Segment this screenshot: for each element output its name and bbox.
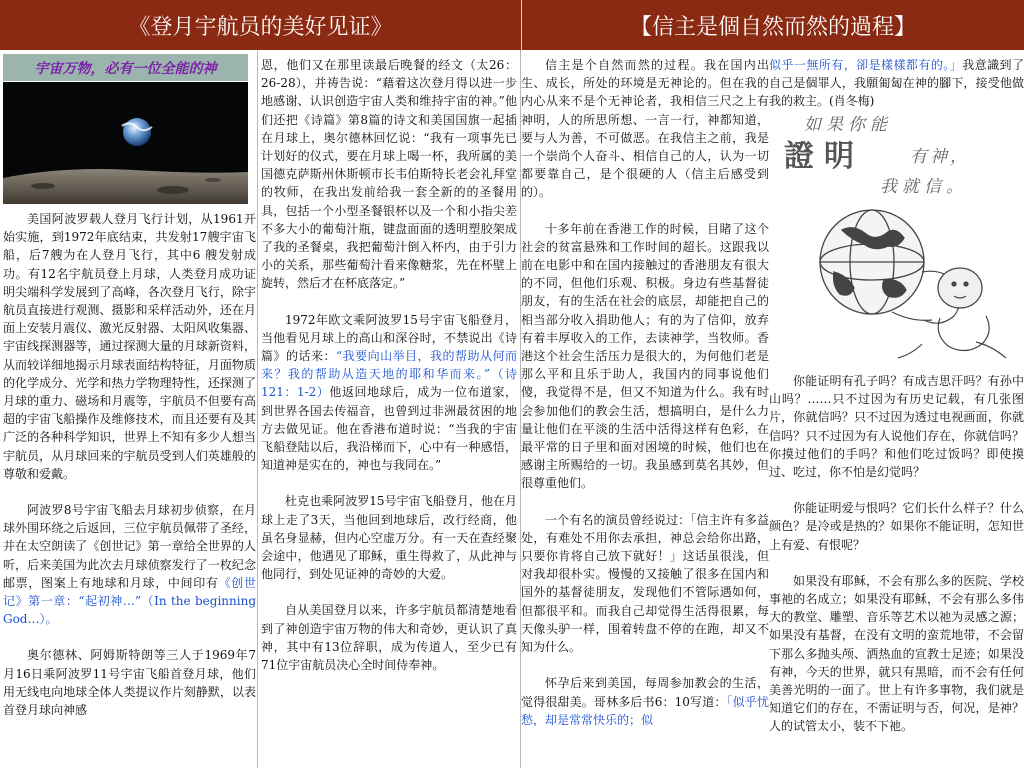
paragraph-text: 怀孕后来到美国，每周参加教会的生活，觉得很甜美。哥林多后书6：10写道： xyxy=(521,676,769,709)
globe-icon xyxy=(820,210,924,314)
paragraph: 奥尔德林、阿姆斯特朗等三人于1969年7月16日乘阿波罗11号宇宙飞船首登月球，他们用无线电向地球全体人类提议作片刻静默，以表首登月球向神感 xyxy=(3,648,256,718)
sketch-text-line1: 如果你能 xyxy=(804,115,892,135)
paragraph: 美国阿波罗载人登月飞行计划，从1961开始实施，到1972年底结束，共发射17艘宇宙飞船，后7艘为在人登月飞行，其中6 艘发射成功。有12名宇航员登上月球，人类登月成功证明尖端科学发展到了高峰，各次登月飞行，除宇航员直接进行观测、摄影和采样活动外，还在月面上安装月震仪、激光反射器、太阳风收集器、宇宙线探测器等，通过探测大量的月球新资料，从而较详细地揭示月球表面结构特征，月面物质的化学成分、光学和热力学物理特性，还探测了月球的重力、磁场和月震等，宇航员不但要有高超的宇宙飞船操作及维修技术，而且还要有及其广泛的各种科学知识，世界上不知有多少人想当宇航员，从月球回来的宇航员受到人们英雄般的尊敬和爱戴。 xyxy=(3,212,256,481)
column-apollo-testimony xyxy=(261,56,517,768)
globe-sketch-illustration xyxy=(772,112,1022,367)
header-right-text: 【信主是個自然而然的過程】 xyxy=(629,14,916,40)
scripture-quote: 似乎一無所有，卻是樣樣都有的。」 xyxy=(769,58,963,72)
column-faith-story xyxy=(521,56,769,768)
earth-shape xyxy=(123,118,151,146)
paragraph-text: 他返回地球后，成为一位布道家，到世界各国去传福音，也曾到过非洲最贫困的地方去做见证。他在香港布道时说：“当我的宇宙飞船登陆以后，我沿梯而下，心中有一种感悟，知道神是实在的，神也与我同在。” xyxy=(261,385,517,473)
banner-text: 宇宙万物，必有一位全能的神 xyxy=(34,60,217,77)
paragraph: 杜克也乘阿波罗15号宇宙飞船登月，他在月球上走了3天，当他回到地球后，改行经商，他虽名身显赫，但内心空虚万分。有一天在查经聚会途中，他遇见了耶稣，重生得救了，从此神与他同行，到处见证神的奇妙的大爱。 xyxy=(261,494,517,582)
paragraph-text: 我意識到了自己是個罪人，我願匍匐在神的腳下，接受他做我的救主。(肖冬梅) xyxy=(769,58,1024,109)
paragraph-text: 1972年欧文乘阿波罗15号宇宙飞船登月，当他看见月球上的高山和深谷时，不禁说出《诗篇》的话来： xyxy=(261,312,517,364)
paragraph xyxy=(3,501,256,628)
scripture-quote: 「似乎忧愁，却是常常快乐的；似 xyxy=(521,694,769,727)
paragraph: 十多年前在香港工作的时候，目睹了这个社会的贫富悬殊和工作时间的超长。这跟我以前在电影中和在国内接触过的香港朋友有很大的不同，但他们乐观、积极。身边有些基督徒朋友，有的生活在社会的底层，却能把自己的相当部分收入捐助他人；有的为了信仰，放弃有着丰厚收入的工作，去读神学，当牧师。香港这个社会生活压力是很大的，为何他们老是那么平和且乐于助人，我国内的同事说他们傻，我觉得不是，但又不知道为什么。我有时会参加他们的教会生活，想搞明白，是什么力量让他们在平淡的生活中活得这样有色彩，在最平常的日子里和面对困境的时候，他们也在感谢主所赐给的一切。我虽感到莫名其妙，但很尊重他们。 xyxy=(521,221,769,491)
paragraph: 你能证明爱与恨吗？它们长什么样子？什么颜色？是冷或是热的？如果你不能证明，怎知世上有爱、有恨呢？ xyxy=(769,501,1024,552)
column-faith-story-cont xyxy=(769,56,1024,116)
caption-banner xyxy=(3,54,248,81)
sketch-text-line2-big: 證明 xyxy=(784,139,864,174)
paragraph xyxy=(261,311,517,475)
sketch-text-line2-small: 有神， xyxy=(910,147,970,167)
paragraph: 自从美国登月以来，许多宇航员都清楚地看到了神创造宇宙万物的伟大和奇妙，更认识了真神，其中有13位辞职，成为传道人，至少已有71位宇宙航员决心全时间侍奉神。 xyxy=(261,603,517,673)
paragraph: 你能证明有孔子吗？有成吉思汗吗？有孙中山吗？……只不过因为有历史记载，有几张图片，你就信吗？只不过因为透过电视画面，你就信吗？只不过因为有人说他们存在，你就信吗？你摸过他们的手吗？和他们吃过饭吗？即使摸过、吃过，你不怕是幻觉吗？ xyxy=(769,374,1024,480)
paragraph: 恩，他们又在那里读最后晚餐的经文（太26：26-28），并祷告说：“藉着这次登月得以进一步地感谢、认识创造宇宙人类和维持宇宙的神。”他们还把《诗篇》第8篇的诗文和美国国旗一起插在月球上，奥尔德林回忆说：“我有一项事先已计划好的仪式，要在月球上喝一杯，我所属的美国德克萨斯州休斯顿市长韦伯斯特长老会礼拜堂的牧师，在我出发前给我一套全新的的圣餐用具，包括一个小型圣餐银杯以及一个和小指尖差不多大小的葡萄汁瓶，键盘面面的透明塑胶架成了我的圣餐桌，我把葡萄汁倒入杯内，由于引力小的关系，那些葡萄汁看来像糖浆，先在杯壁上旋转，然后才在杯底落定。” xyxy=(261,58,517,291)
paragraph xyxy=(769,56,1024,111)
header-left-text: 《登月宇航员的美好见证》 xyxy=(128,14,393,40)
header-right-title xyxy=(521,0,1024,50)
scripture-quote: “我要向山举目，我的帮助从何而来？我的帮助从造天地的耶和华而来。”（诗121：1-2） xyxy=(261,349,517,400)
column-divider xyxy=(257,50,258,768)
column-apologetics xyxy=(769,372,1024,768)
column-apollo-intro xyxy=(3,210,256,768)
paragraph-text: 阿波罗8号宇宙飞船去月球初步侦察，在月球外围环绕之后返回，三位宇航员佩带了圣经，并在太空朗读了《创世记》第一章给全世界的人听，后来美国为此次去月球侦察发行了一枚纪念邮票，图案上有地球和月球，中间印有 xyxy=(3,503,256,590)
paragraph: 信主是个自然而然的过程。我在国内出生、成长，所处的环境是无神论的。但在我的内心从来不是个无神论者，我相信三尺之上有神明，人的所思所想、一言一行，神都知道，要与人为善，不可做恶。在我信主之前，我是一个崇尚个人奋斗、相信自己的人，认为一切都要靠自己，是个很硬的人（信主后感受到的）。 xyxy=(521,58,769,200)
sketch-text-line3: 我就信。 xyxy=(880,177,968,197)
paragraph xyxy=(521,674,769,729)
paragraph: 如果没有耶稣，不会有那么多的医院、学校事祂的名成立；如果没有耶稣，不会有那么多伟大的教堂、雕塑、音乐等艺术以祂为灵感之源；如果没有基督，在没有文明的蛮荒地带，不会留下那么多抛头颅、洒热血的宣教士足迹；如果没有神，今天的世界，就只有黑暗，而不会有任何美善光明的一面了。世上有许多事物，我们就是知道它们的存在，不需证明与否，何况，是神？人的试管太小，装不下祂。 xyxy=(769,573,1024,734)
scripture-quote: 《创世记》第一章：“起初神…”（In the beginning God…）。 xyxy=(3,575,256,627)
paragraph: 一个有名的演员曾经说过：「信主许有多益处，有难处不用你去承担，神总会给你出路，只要你肯将自己放下就好！」这话虽很浅，但对我却很朴实。慢慢的又接触了很多在国内和国外的基督徒朋友，发现他们不管际遇如何，但都很平和。而我自己却觉得生活得很累，每天像头驴一样，围着转盘不停的在跑，却又不知为什么。 xyxy=(521,512,769,655)
earthrise-photo xyxy=(3,82,248,204)
header-left-title xyxy=(0,0,521,50)
